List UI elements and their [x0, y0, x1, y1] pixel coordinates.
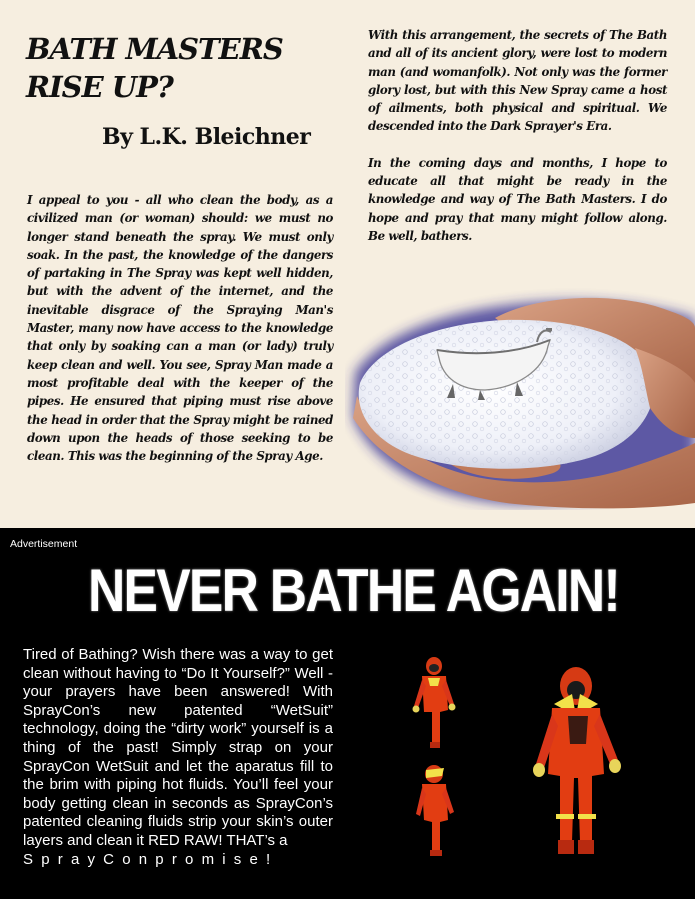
ad-headline: NEVER BATHE AGAIN!: [88, 557, 619, 624]
red-suit-icon: [412, 656, 460, 752]
red-suit-icon: [414, 762, 458, 860]
article-byline: By L.K. Bleichner: [102, 124, 311, 150]
article-right-column: [368, 26, 667, 245]
red-suit-icon: [532, 664, 624, 860]
ad-body: [23, 646, 333, 869]
article-paragraph: In the coming days and months, I hope to educate all that might be ready in the knowledge and way of The Bath Masters. I do hope and pray that many might follow along. Be well, bathers.: [368, 155, 667, 243]
hands-with-bathtub-image: [345, 288, 695, 510]
ad-body-text: Tired of Bathing? Wish there was a way to get clean without having to “Do It Yourself?” Well - your prayers have been answered! With SprayCon’s new patented “WetSuit” technology, doing the “dirty work” yourself is a thing of the past! Simply strap on your SprayCon WetSuit and let the aparatus fill to the brim with piping hot fluids. You’ll feel your body getting clean in seconds as SprayCon’s patented cleaning fluids strip your skin’s outer layers and clean it RED RAW! THAT’s a: [23, 646, 333, 849]
article-paragraph: I appeal to you - all who clean the body, as a civilized man (or woman) should: we must no longer stand beneath the spray. We must only soak. In the past, the knowledge of the dangers of partaking in The Spray was kept well hidden, but with the advent of the internet, and the inevitable disgrace of the Spraying Man's Master, many now have access to the knowledge that only by soaking can a man (or lady) truly keep clean and well. You see, Spray Man made a most profitable deal with the keeper of the pipes. He ensured that piping must rise above the head in order that the Spray might be rained down upon the heads of those seeking to be clean. This was the beginning of the Spray Age.: [27, 193, 333, 464]
ad-signoff: SprayConpromise!: [23, 850, 279, 868]
article-title-line-1: BATH MASTERS: [26, 32, 283, 66]
article-title: [26, 30, 326, 106]
advertisement-section: [0, 528, 695, 899]
article-paragraph: With this arrangement, the secrets of The Bath and all of its ancient glory, were lost to modern man (and womanfolk). Not only was the former glory lost, but with this New Spray came a host of ailments, both physical and spiritual. We descended into the Dark Sprayer's Era.: [368, 28, 667, 134]
advertisement-label: Advertisement: [10, 538, 78, 550]
article-title-line-2: RISE UP?: [26, 70, 173, 104]
article-left-column: [27, 191, 333, 465]
